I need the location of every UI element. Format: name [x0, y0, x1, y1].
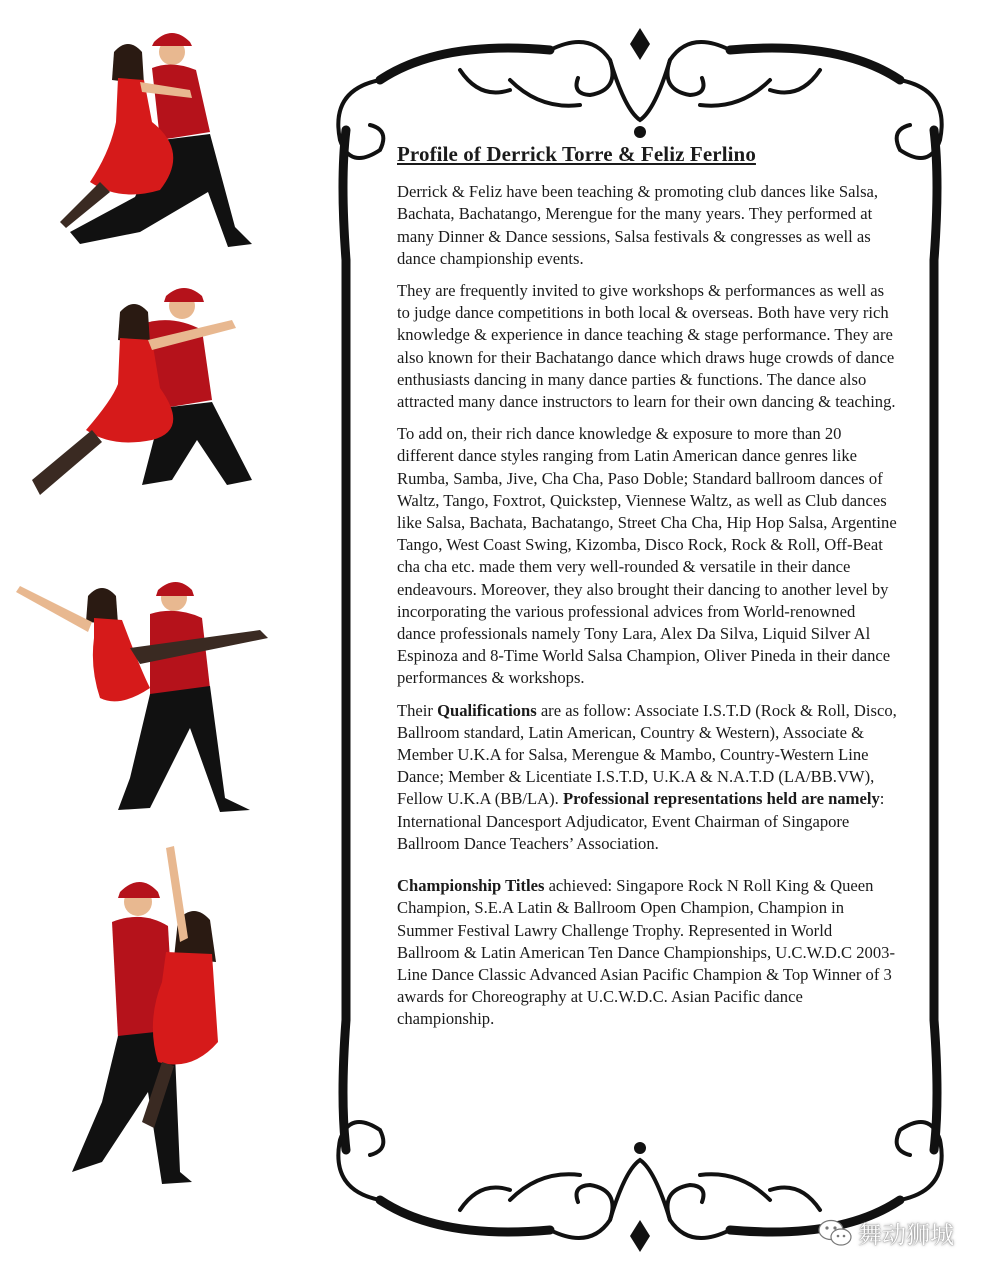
paragraph-dance-styles: To add on, their rich dance knowledge & exposure to more than 20 different dance styles ranging from Latin American dance genres like Rumba, Samba, Jive, Cha Cha, Paso Doble; Standard ballroom dances of Waltz, Tango, Foxtrot, Quickstep, Viennese Waltz, as well as Club dances like Salsa, Bachata, Bachatango, Street Cha Cha, Hip Hop Salsa, Argentine Tango, West Coast Swing, Kizomba, Disco Rock, Rock & Roll, Off-Beat cha cha etc. made them very well-rounded & versatile in their dance endeavours. Moreover, they also brought their dancing to another level by incorporating the various professional advices from World-renowned dance professionals namely Tony Lara, Alex Da Silva, Liquid Silver Al Espinoza and 8-Time World Salsa Champion, Oliver Pineda in their dance performances & workshops.	[397, 424, 897, 688]
dancer-photo-3	[10, 578, 275, 818]
qualifications-text: are as follow: Associate I.S.T.D (Rock & Roll, Disco, Ballroom standard, Latin American, Country & Western), Associate & Member U.K.A for Salsa, Merengue & Mambo, Country-Western Line Dance; Member & Licentiate I.S.T.D, U.K.A & N.A.T.D (LA/BB.VW), Fellow U.K.A (BB/LA).	[397, 700, 897, 809]
championship-heading: Championship Titles	[397, 876, 545, 896]
profile-content	[397, 143, 897, 1041]
championship-text: achieved: Singapore Rock N Roll King & Queen Champion, S.E.A Latin & Ballroom Open Champion, Champion in Summer Festival Lawry Challenge Trophy. Represented in World Ballroom & Latin American Ten Dance Championships, U.C.W.D.C 2003- Line Dance Classic Advanced Asian Pacific Champion & Top Winner of 3 awards for Choreography at U.C.W.D.C. Asian Pacific dance championship.	[397, 876, 895, 1029]
paragraph-qualifications	[397, 700, 897, 855]
wechat-watermark	[818, 1215, 954, 1250]
representations-text: : International Dancesport Adjudicator, Event Chairman of Singapore Ballroom Dance Teachers’ Association.	[397, 789, 885, 853]
paragraph-championships	[397, 875, 897, 1030]
representations-heading: Professional representations held are namely	[562, 789, 880, 809]
watermark-text: 舞动狮城	[858, 1221, 954, 1249]
paragraph-teaching: Derrick & Feliz have been teaching & promoting club dances like Salsa, Bachata, Bachatango, Merengue for the many years. They performed at many Dinner & Dance sessions, Salsa festivals & congresses as well as dance championship events.	[397, 182, 879, 268]
paragraph-workshops: They are frequently invited to give workshops & performances as well as to judge dance competitions in both local & overseas. Both have very rich knowledge & experience in dance teaching & stage performance. They are also known for their Bachatango dance which draws huge crowds of dance enthusiasts dancing in many dance parties & functions. The dance also attracted many dance instructors to learn for their own dancing & teaching.	[397, 281, 896, 412]
qualifications-heading: Qualifications	[437, 700, 537, 720]
qualifications-prefix: Their	[397, 700, 438, 720]
wechat-icon	[818, 1219, 852, 1247]
dancer-photo-2	[22, 280, 262, 520]
page-title: Profile of Derrick Torre & Feliz Ferlino	[397, 142, 756, 166]
dancer-photo-1	[40, 22, 260, 257]
dancer-photo-4	[62, 842, 232, 1192]
